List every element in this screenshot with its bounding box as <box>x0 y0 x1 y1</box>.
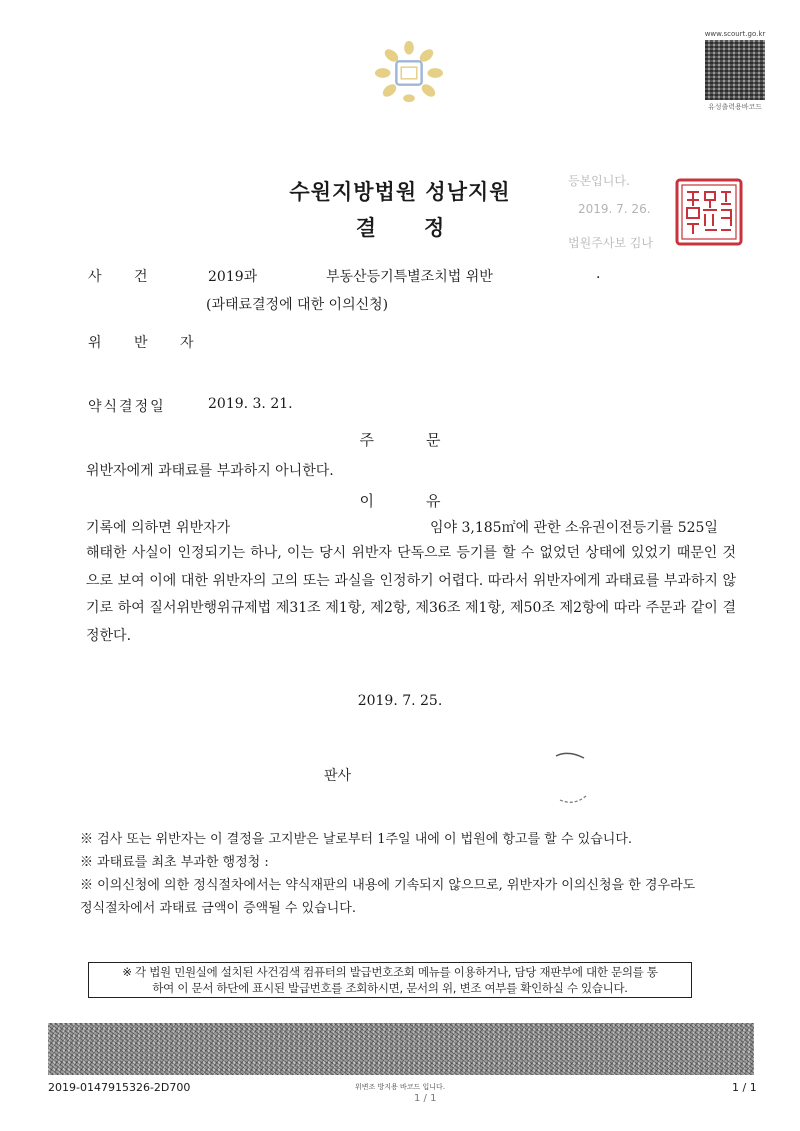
judge-signature-icon <box>546 748 596 808</box>
case-number: 2019과 <box>208 269 258 285</box>
reasons-heading: 이유 <box>359 492 493 510</box>
document-type-title: 결정 <box>355 216 493 240</box>
certification-officer: 법원주사보 김나 <box>568 236 653 250</box>
forgery-barcode-label: 위변조 방지용 바코드 입니다. <box>355 1083 446 1091</box>
page-number: 1 / 1 <box>732 1081 757 1094</box>
reasons-text-start: 기록에 의하면 위반자가 <box>86 520 231 536</box>
order-date-label: 약식결정일 <box>88 399 166 415</box>
order-date-value: 2019. 3. 21. <box>208 396 293 412</box>
verification-info-box <box>88 962 692 998</box>
info-line-1: ※ 각 법원 민원실에 설치된 사건검색 컴퓨터의 발급번호조회 메뉴를 이용하거나, 담당 재판부에 대한 문의를 통 <box>122 965 658 979</box>
court-name: 수원지방법원 성남지원 <box>289 180 511 204</box>
reasons-text-continued: 임야 3,185㎡에 관한 소유권이전등기를 525일 <box>430 520 718 536</box>
note-formal-procedure: ※ 이의신청에 의한 정식절차에서는 약식재판의 내용에 기속되지 않으므로, 위반자가 이의신청을 한 경우라도 <box>80 878 696 893</box>
qr-barcode-block <box>700 30 770 110</box>
case-name: 부동산등기특별조치법 위반 <box>326 269 493 285</box>
info-line-2: 하여 이 문서 하단에 표시된 발급번호를 조회하시면, 문서의 위, 변조 여부를 확인하실 수 있습니다. <box>152 981 628 995</box>
court-emblem-icon <box>370 38 448 108</box>
case-subtitle: (과태료결정에 대한 이의신청) <box>206 297 389 313</box>
qr-code-image <box>705 40 765 100</box>
note-formal-procedure-continued: 정식절차에서 과태료 금액이 증액될 수 있습니다. <box>80 901 356 916</box>
disposition-text: 위반자에게 과태료를 부과하지 아니한다. <box>86 463 334 479</box>
qr-url: www.scourt.go.kr <box>704 30 766 38</box>
case-label: 사 건 <box>88 269 162 285</box>
certification-text: 등본입니다. <box>568 174 630 188</box>
qr-label: 유성출력용바코드 <box>707 103 763 111</box>
certification-date: 2019. 7. 26. <box>578 202 651 216</box>
note-appeal: ※ 검사 또는 위반자는 이 결정을 고지받은 날로부터 1주일 내에 이 법원에 항고를 할 수 있습니다. <box>80 832 633 847</box>
violator-label: 위 반 자 <box>88 335 208 351</box>
page-number-center: 1 / 1 <box>414 1093 437 1104</box>
document-issue-number: 2019-0147915326-2D700 <box>48 1081 191 1094</box>
anti-forgery-barcode <box>48 1023 754 1075</box>
court-seal-icon <box>675 178 743 246</box>
disposition-heading: 주문 <box>359 431 493 449</box>
reasons-paragraph: 해태한 사실이 인정되기는 하나, 이는 당시 위반자 단독으로 등기를 할 수 없었던 상태에 있었기 때문인 것으로 보여 이에 대한 위반자의 고의 또는 과실을 인정하기 어렵다. 따라서 위반자에게 과태료를 부과하지 않기로 하여 질서위반행위규제법 제31조 제1항, 제2항, 제36조 제1항, 제50조 제2항에 따라 주문과 같이 결정한다. <box>86 545 736 644</box>
note-agency: ※ 과태료를 최초 부과한 행정청 : <box>80 855 269 870</box>
judge-label: 판사 <box>324 768 352 784</box>
decision-date: 2019. 7. 25. <box>357 693 443 709</box>
case-dot: . <box>596 266 601 282</box>
